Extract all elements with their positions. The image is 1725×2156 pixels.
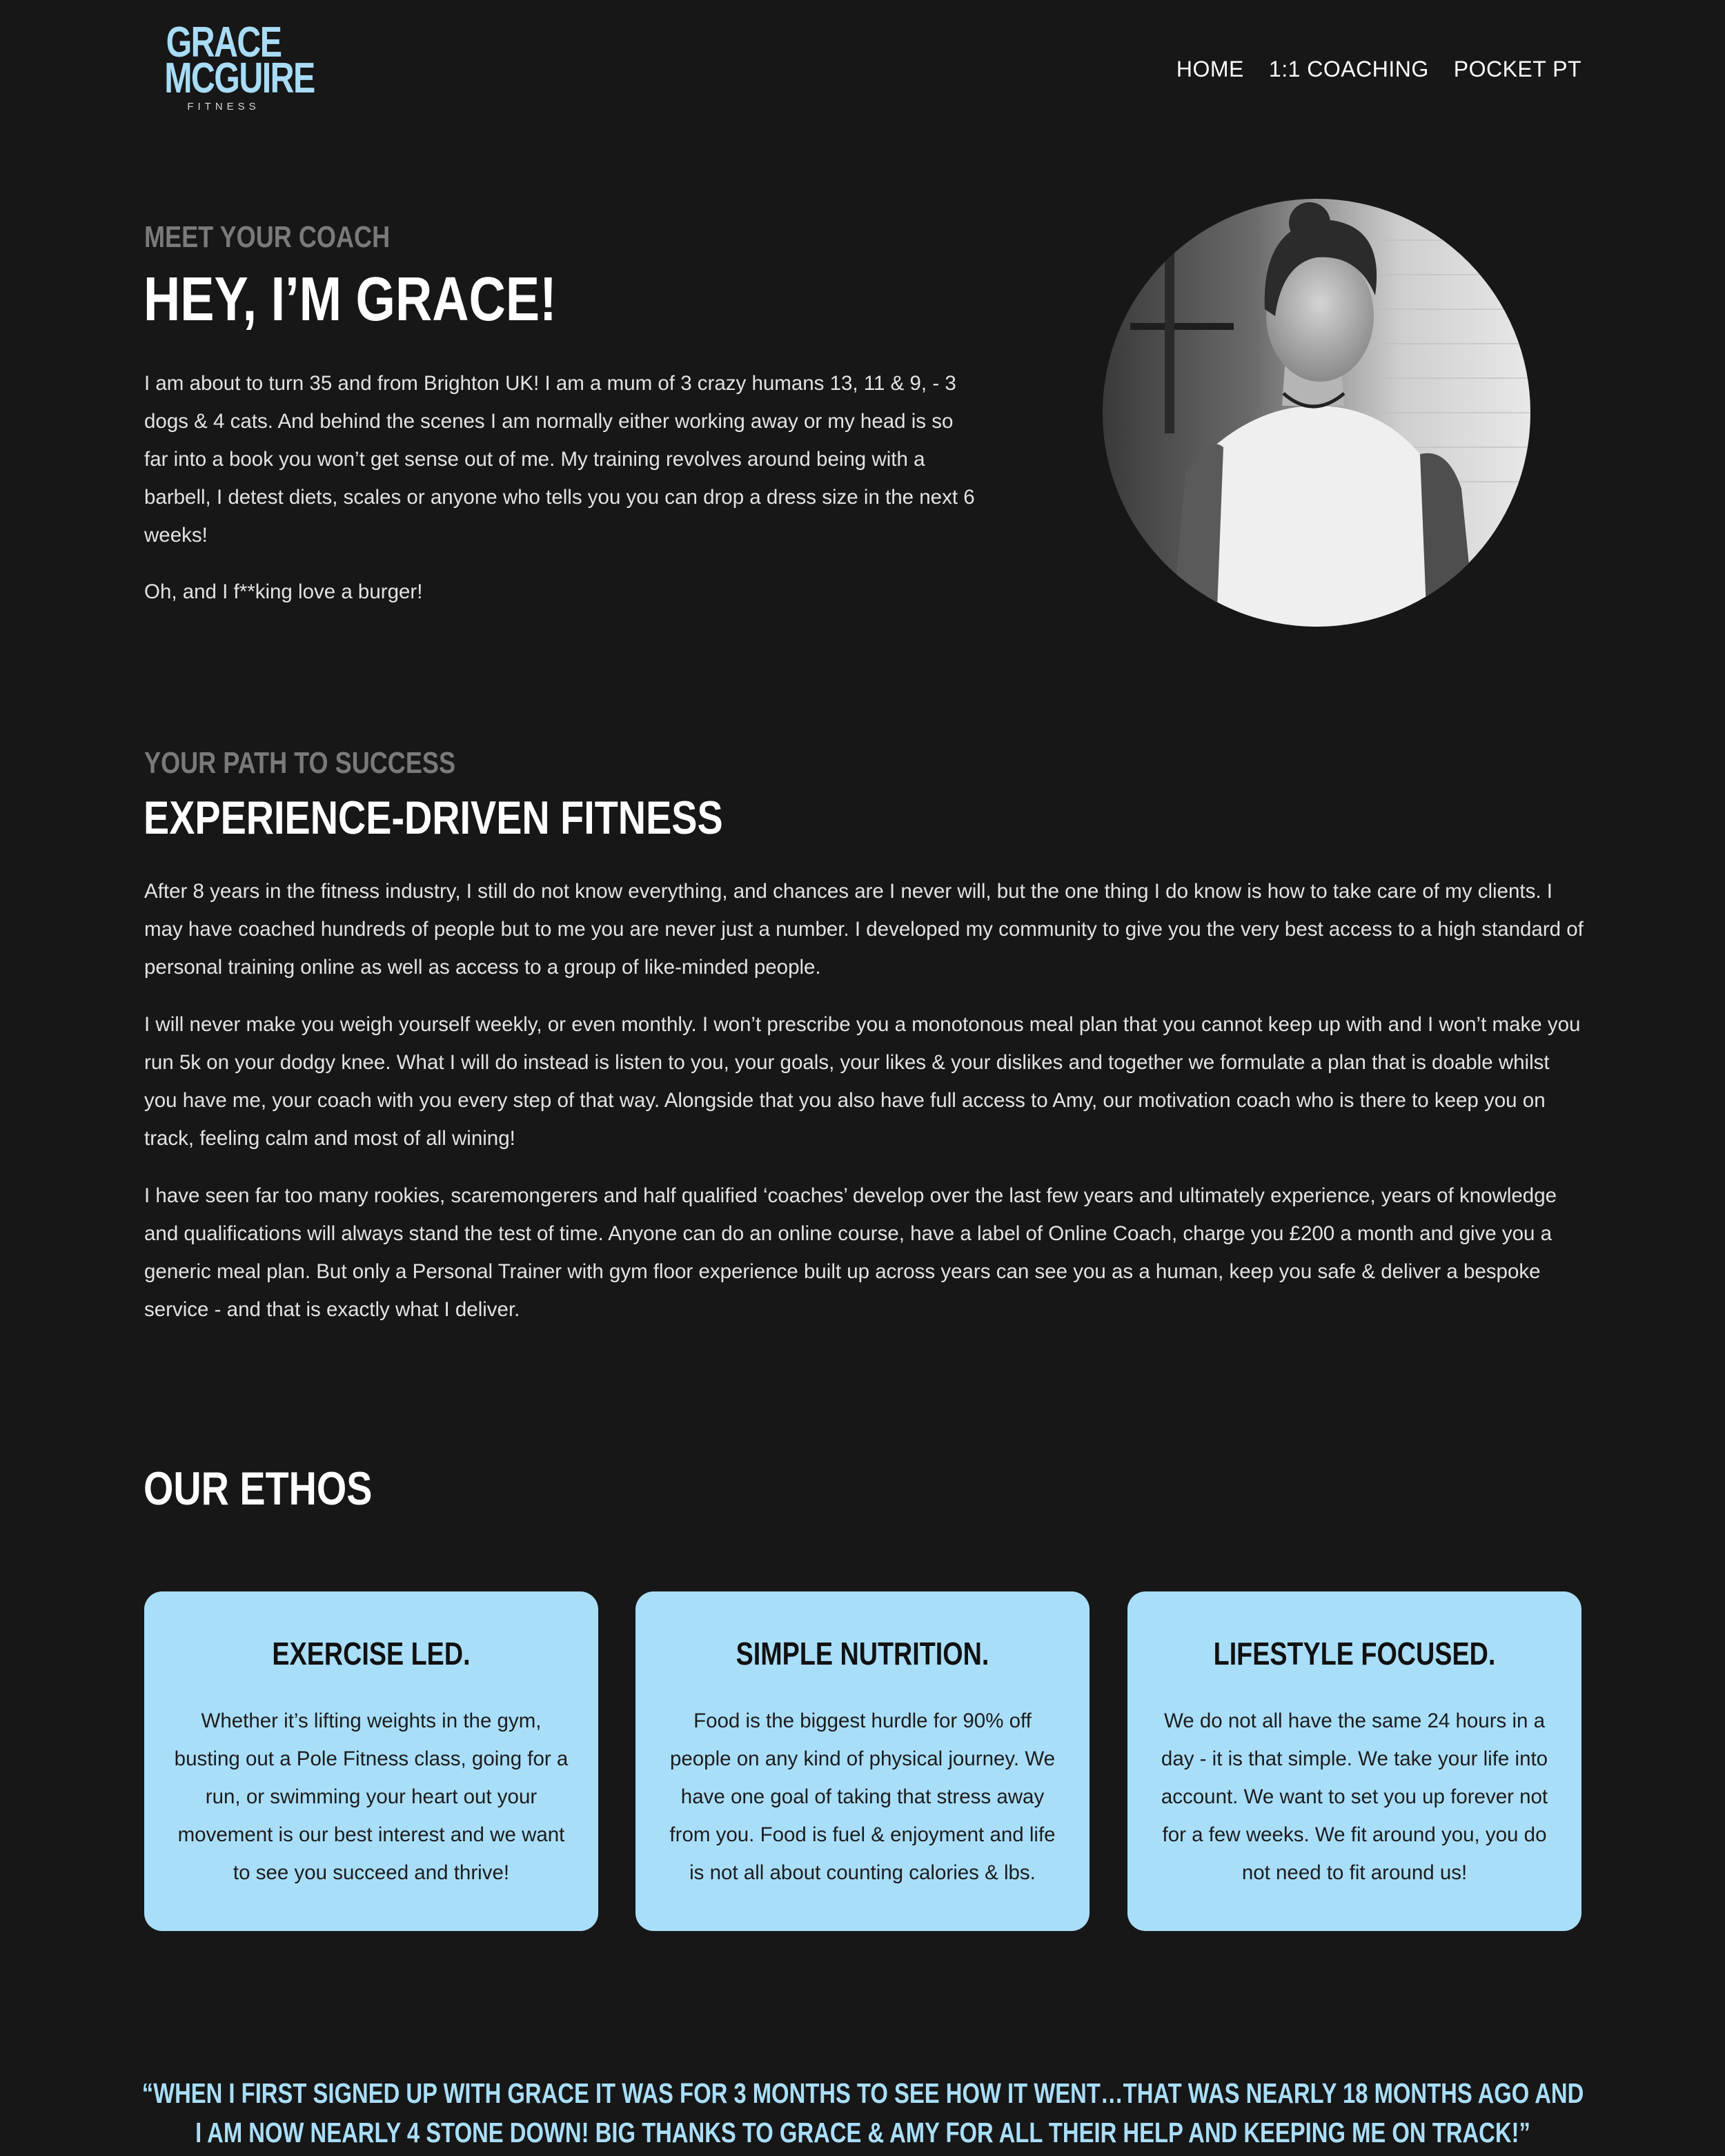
nav-pocket-pt[interactable]: POCKET PT <box>1453 57 1581 81</box>
nav-coaching[interactable]: 1:1 COACHING <box>1268 57 1429 81</box>
ethos-card-title: LIFESTYLE FOCUSED. <box>1213 1636 1496 1672</box>
ethos-card-title: EXERCISE LED. <box>272 1636 471 1672</box>
testimonial-quote-text: “WHEN I FIRST SIGNED UP WITH GRACE IT WAS FOR 3 MONTHS TO SEE HOW IT WENT…THAT WAS NEARLY 18 MONTHS AGO AND I AM NOW NEARLY 4 STONE DOWN! BIG THANKS TO GRACE & AMY FOR ALL THEIR HELP AND KEEPING ME ON TRACK!” <box>141 2077 1584 2148</box>
intro-eyebrow: MEET YOUR COACH <box>144 220 391 254</box>
path-eyebrow: YOUR PATH TO SUCCESS <box>144 746 456 780</box>
ethos-card-title: SIMPLE NUTRITION. <box>736 1636 989 1672</box>
logo-line-2: MCGUIRE <box>164 55 315 102</box>
coach-portrait-image <box>1103 199 1530 627</box>
coach-photo <box>1103 199 1530 627</box>
intro-paragraph-1: I am about to turn 35 and from Brighton UK! I am a mum of 3 crazy humans 13, 11 & 9, - 3 dogs & 4 cats. And behind the scenes I am normally either working away or my head is so far into a book you won’t get sense out of me. My training revolves around being with a barbell, I detest diets, scales or anyone who tells you you can drop a dress size in the next 6 weeks! <box>144 372 975 547</box>
path-paragraph-2: I will never make you weigh yourself weekly, or even monthly. I won’t prescribe you a monotonous meal plan that you cannot keep up with and I won’t make you run 5k on your dodgy knee. What I will do instead is listen to you, your goals, your likes & your dislikes and together we formulate a plan that is doable whilst you have me, your coach with you every step of that way. Alongside that you also have full access to Amy, our motivation coach who is there to keep you on track, feeling calm and most of all wining! <box>144 1013 1581 1150</box>
path-paragraph-3: I have seen far too many rookies, scaremongerers and half qualified ‘coaches’ develop over the last few years and ultimately experience, years of knowledge and qualifications will always stand the test of time. Anyone can do an online course, have a label of Online Coach, charge you £200 a month and give you a generic meal plan. But only a Personal Trainer with gym floor experience built up across years can see you as a human, keep you safe & deliver a bespoke service - and that is exactly what I deliver. <box>144 1184 1557 1321</box>
intro-title: HEY, I’M GRACE! <box>144 265 557 334</box>
site-header <box>0 0 1725 138</box>
logo-subtitle: FITNESS <box>187 101 260 112</box>
ethos-card-nutrition <box>635 1591 1090 1931</box>
ethos-card-text: Whether it’s lifting weights in the gym, busting out a Pole Fitness class, going for a run, or swimming your heart out your movement is our best interest and we want to see you succeed and thrive! <box>174 1709 569 1884</box>
path-paragraph-1: After 8 years in the fitness industry, I still do not know everything, and chances are I never will, but the one thing I do know is how to take care of my clients. I may have coached hundreds of people but to me you are never just a number. I developed my community to give you the very best access to a high standard of personal training online as well as access to a group of like-minded people. <box>144 880 1584 979</box>
logo-line-1: GRACE <box>166 19 282 66</box>
ethos-title: OUR ETHOS <box>144 1462 373 1515</box>
main-nav <box>1176 57 1581 82</box>
testimonial-quote <box>138 2074 1587 2153</box>
ethos-card-lifestyle <box>1127 1591 1581 1931</box>
path-title: EXPERIENCE-DRIVEN FITNESS <box>144 792 723 844</box>
site-logo[interactable] <box>148 19 315 119</box>
intro-paragraph-2: Oh, and I f**king love a burger! <box>144 580 423 603</box>
ethos-card-text: We do not all have the same 24 hours in a day - it is that simple. We take your life into account. We want to set you up forever not for a few weeks. We fit around you, you do not need to fit around us! <box>1161 1709 1548 1884</box>
nav-home[interactable]: HOME <box>1176 57 1244 81</box>
ethos-card-text: Food is the biggest hurdle for 90% off people on any kind of physical journey. We have one goal of taking that stress away from you. Food is fuel & enjoyment and life is not all about counting calories & lbs. <box>669 1709 1056 1884</box>
ethos-card-exercise <box>144 1591 598 1931</box>
